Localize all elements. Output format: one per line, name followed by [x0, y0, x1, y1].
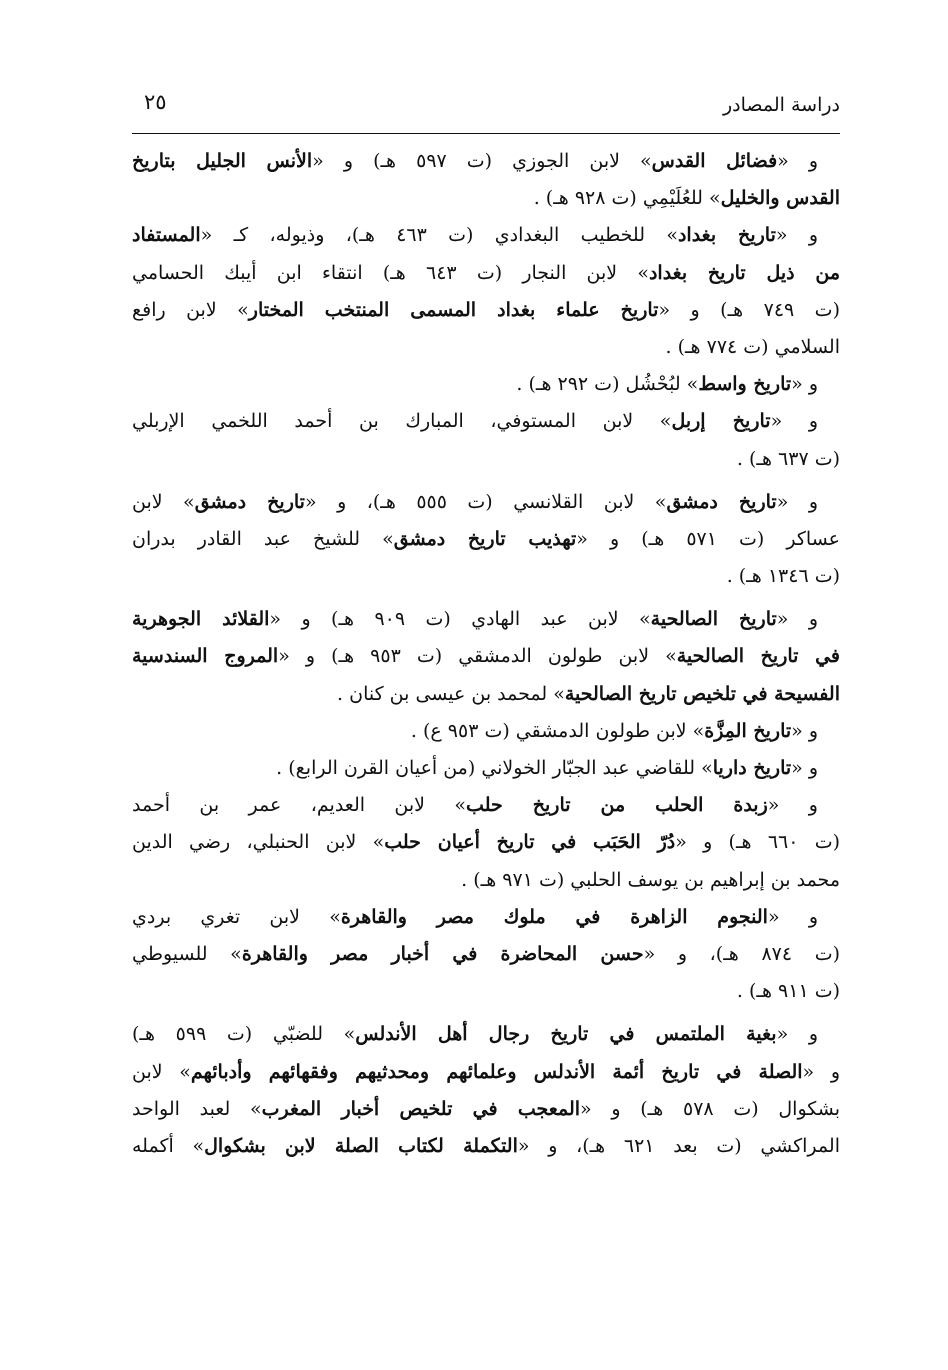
bold-title: حسن المحاضرة في أخبار مصر والقاهرة [241, 942, 644, 965]
text-run: » لعبد الواحد [132, 1097, 262, 1120]
bold-title: التكملة لكتاب الصلة لابن بشكوال [204, 1134, 518, 1157]
text-run: و « [791, 373, 818, 396]
text-line [132, 1054, 840, 1091]
bold-title: من ذيل تاريخ بغداد [648, 261, 840, 284]
text-run: و « [770, 410, 818, 433]
text-run: » للخطيب البغدادي (ت ٤٦٣ هـ)، وذيوله، كـ « [200, 224, 678, 247]
text-line [132, 180, 840, 217]
text-line [132, 899, 840, 936]
bold-title: زبدة الحلب من تاريخ حلب [466, 794, 768, 817]
text-line [132, 713, 840, 750]
text-run: » لابن طولون الدمشقي (ت ٩٥٣ ع) . [410, 719, 705, 742]
bold-title: تاريخ دمشق [194, 490, 305, 513]
text-run: » لابن [132, 1060, 191, 1083]
bold-title: تاريخ دمشق [666, 490, 777, 513]
page-number: ٢٥ [144, 90, 167, 114]
text-line [132, 1128, 840, 1165]
text-run: » لابن الحنبلي، رضي الدين [132, 831, 385, 854]
bold-title: الفسيحة في تلخيص تاريخ الصالحية [564, 682, 840, 705]
bold-title: تهذيب تاريخ دمشق [393, 527, 577, 550]
text-run: المراكشي (ت بعد ٦٢١ هـ)، و « [517, 1134, 840, 1157]
text-run: » لابن المستوفي، المبارك بن أحمد اللخمي الإربلي [132, 410, 672, 433]
text-line [132, 936, 840, 973]
text-run: » للسيوطي [132, 942, 242, 965]
text-run: » للضبّي (ت ٥٩٩ هـ) [132, 1023, 356, 1046]
text-run: و « [791, 757, 818, 779]
text-run: » لابن عبد الهادي (ت ٩٠٩ هـ) و « [269, 608, 651, 631]
running-title: دراسة المصادر [722, 94, 840, 116]
text-run: (ت ٧٤٩ هـ) و « [658, 298, 840, 321]
bold-title: الأنس الجليل بتاريخ [132, 150, 313, 172]
text-line [132, 484, 840, 521]
text-line [132, 521, 840, 558]
text-run: و « [802, 1060, 840, 1083]
text-line [132, 255, 840, 292]
text-run: و « [776, 490, 819, 513]
bold-title: بغية الملتمس في تاريخ رجال أهل الأندلس [355, 1023, 777, 1046]
text-line [132, 676, 840, 713]
bold-title: تاريخ واسط [698, 373, 792, 396]
text-run: » للشيخ عبد القادر بدران [132, 527, 394, 550]
text-run: و « [791, 719, 818, 742]
bold-title: دُرّ الحَبَب في تاريخ أعيان حلب [384, 831, 676, 854]
text-line [132, 558, 840, 595]
text-run: (ت ٩١١ هـ) . [736, 980, 840, 1003]
bold-title: تاريخ علماء بغداد المسمى المنتخب المختار [248, 298, 659, 321]
text-line [132, 638, 840, 675]
text-run: و « [767, 905, 818, 928]
bold-title: المستفاد [132, 224, 201, 247]
text-line [132, 824, 840, 861]
text-line [132, 787, 840, 824]
text-line [132, 329, 840, 366]
text-run: و « [776, 1023, 819, 1046]
text-run: و « [767, 794, 818, 817]
text-run: » أكمله [132, 1134, 205, 1157]
bold-title: المروج السندسية [132, 645, 279, 668]
bold-title: فضائل القدس [651, 150, 778, 172]
bold-title: تاريخ الصالحية [650, 608, 777, 631]
text-line [132, 1016, 840, 1053]
text-line [132, 1091, 840, 1128]
body-text [132, 143, 840, 1165]
text-line [132, 403, 840, 440]
text-run: (ت ٦٦٠ هـ) و « [675, 831, 840, 854]
text-run: و « [777, 150, 819, 172]
text-run: » للقاضي عبد الجبّار الخولاني (من أعيان القرن الرابع) . [276, 757, 713, 779]
text-line [132, 366, 840, 403]
header-rule [132, 133, 840, 134]
text-run: عساكر (ت ٥٧١ هـ) و « [576, 527, 840, 550]
text-run: » لابن النجار (ت ٦٤٣ هـ) انتقاء ابن أيبك الحسامي [132, 261, 649, 284]
text-run: » لبُحْشُل (ت ٢٩٢ هـ) . [516, 373, 699, 396]
text-run: » لابن العديم، عمر بن أحمد [132, 794, 467, 817]
bold-title: تاريخ المِزَّة [704, 719, 792, 742]
text-line [132, 292, 840, 329]
text-run: محمد بن إبراهيم بن يوسف الحلبي (ت ٩٧١ هـ) . [461, 868, 840, 891]
text-run: (ت ١٣٤٦ هـ) . [726, 565, 840, 588]
text-line [132, 973, 840, 1010]
text-run: بشكوال (ت ٥٧٨ هـ) و « [580, 1097, 840, 1120]
text-run: و « [775, 224, 818, 247]
bold-title: النجوم الزاهرة في ملوك مصر والقاهرة [340, 905, 768, 928]
text-line [132, 601, 840, 638]
text-line [132, 143, 840, 180]
text-line [132, 750, 840, 787]
text-run: » لابن الجوزي (ت ٥٩٧ هـ) و « [312, 150, 652, 172]
text-run: (ت ٦٣٧ هـ) . [736, 447, 840, 470]
text-run: » لابن رافع [132, 298, 249, 321]
text-run: » لمحمد بن عيسى بن كنان . [337, 682, 565, 705]
text-line [132, 441, 840, 478]
text-run: » للعُلَيْمِي (ت ٩٢٨ هـ) . [533, 187, 721, 210]
text-run: و « [776, 608, 818, 631]
text-line [132, 862, 840, 899]
bold-title: المعجب في تلخيص أخبار المغرب [261, 1097, 581, 1120]
bold-title: تاريخ داريا [712, 757, 792, 779]
bold-title: تاريخ إربل [671, 410, 771, 433]
bold-title: الصلة في تاريخ أئمة الأندلس وعلمائهم ومحدثيهم وفقهائهم وأدبائهم [190, 1060, 803, 1083]
text-run: » لابن [132, 490, 195, 513]
text-line [132, 217, 840, 254]
text-run: » لابن تغري بردي [132, 905, 341, 928]
text-run: السلامي (ت ٧٧٤ هـ) . [665, 335, 840, 358]
text-run: » لابن طولون الدمشقي (ت ٩٥٣ هـ) و « [278, 645, 677, 668]
bold-title: تاريخ بغداد [677, 224, 776, 247]
bold-title: في تاريخ الصالحية [676, 645, 840, 668]
text-run: » لابن القلانسي (ت ٥٥٥ هـ)، و « [304, 490, 667, 513]
bold-title: القلائد الجوهرية [132, 608, 270, 631]
running-header [132, 88, 840, 128]
bold-title: القدس والخليل [720, 187, 840, 210]
text-run: (ت ٨٧٤ هـ)، و « [643, 942, 840, 965]
